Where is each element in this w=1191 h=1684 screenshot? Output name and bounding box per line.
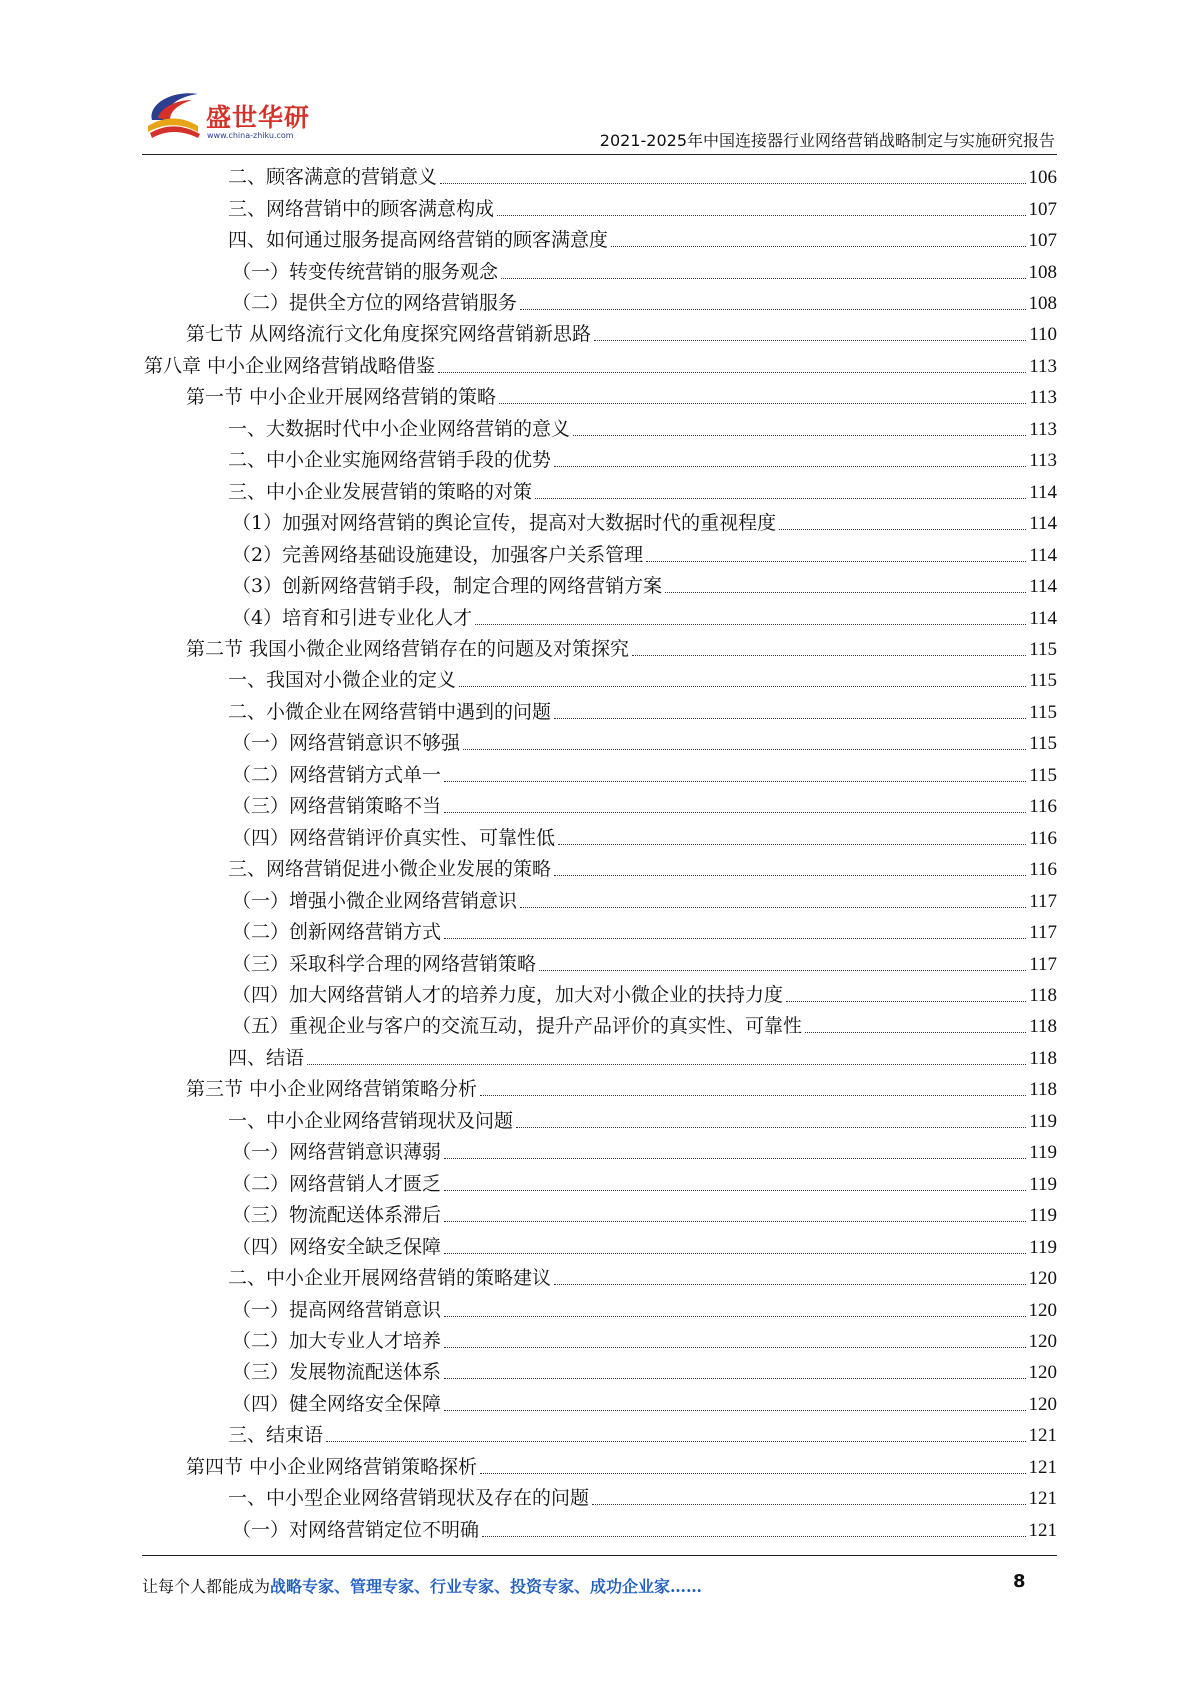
toc-entry-page: 115 (1029, 701, 1057, 723)
toc-entry[interactable] (0, 1294, 1191, 1325)
toc-entry-page: 121 (1028, 1488, 1057, 1510)
page-header (0, 0, 1191, 160)
toc-dot-leader (444, 812, 1026, 813)
toc-dot-leader (444, 1410, 1025, 1411)
toc-dot-leader (665, 592, 1026, 593)
toc-entry[interactable] (0, 1200, 1191, 1231)
toc-entry-title: （4）培育和引进专业化人才 (232, 606, 473, 629)
toc-entry[interactable] (0, 162, 1191, 193)
toc-dot-leader (497, 215, 1025, 216)
toc-dot-leader (592, 1504, 1025, 1505)
toc-dot-leader (444, 1378, 1025, 1379)
toc-entry[interactable] (0, 1420, 1191, 1451)
toc-entry[interactable] (0, 665, 1191, 696)
toc-dot-leader (444, 1158, 1026, 1159)
toc-entry[interactable] (0, 1326, 1191, 1357)
toc-entry-page: 119 (1029, 1205, 1057, 1227)
toc-entry-title: （二）加大专业人才培养 (232, 1329, 442, 1352)
toc-entry[interactable] (0, 1263, 1191, 1294)
toc-entry-page: 117 (1029, 922, 1057, 944)
toc-entry-title: 第二节 我国小微企业网络营销存在的问题及对策探究 (186, 638, 630, 661)
toc-entry-title: （一）网络营销意识不够强 (232, 732, 461, 755)
toc-dot-leader (573, 435, 1026, 436)
toc-entry-title: （二）创新网络营销方式 (232, 921, 442, 944)
toc-entry-page: 116 (1029, 796, 1057, 818)
toc-entry[interactable] (0, 760, 1191, 791)
toc-dot-leader (516, 1127, 1026, 1128)
toc-dot-leader (482, 1536, 1025, 1537)
toc-entry-page: 114 (1029, 481, 1057, 503)
toc-entry-page: 113 (1029, 387, 1057, 409)
toc-entry-title: 二、中小企业开展网络营销的策略建议 (228, 1267, 552, 1290)
toc-entry-title: （五）重视企业与客户的交流互动，提升产品评价的真实性、可靠性 (232, 1015, 803, 1038)
toc-entry[interactable] (0, 256, 1191, 287)
toc-entry-title: （一）提高网络营销意识 (232, 1298, 442, 1321)
toc-entry[interactable] (0, 1231, 1191, 1262)
toc-entry-title: （三）采取科学合理的网络营销策略 (232, 952, 537, 975)
toc-entry[interactable] (0, 1137, 1191, 1168)
toc-entry-title: 第一节 中小企业开展网络营销的策略 (186, 386, 497, 409)
toc-entry-title: （四）加大网络营销人才的培养力度，加大对小微企业的扶持力度 (232, 984, 784, 1006)
toc-entry-page: 106 (1028, 167, 1057, 189)
toc-dot-leader (554, 1284, 1025, 1285)
toc-entry[interactable] (0, 319, 1191, 350)
toc-entry-page: 113 (1029, 355, 1057, 377)
toc-dot-leader (438, 372, 1026, 373)
toc-entry-title: 四、如何通过服务提高网络营销的顾客满意度 (228, 229, 609, 252)
toc-entry-page: 118 (1029, 1079, 1057, 1101)
toc-dot-leader (594, 340, 1026, 341)
toc-entry[interactable] (0, 1074, 1191, 1105)
toc-dot-leader (501, 278, 1025, 279)
toc-entry-page: 108 (1028, 293, 1057, 315)
toc-entry-page: 113 (1029, 450, 1057, 472)
toc-dot-leader (463, 749, 1026, 750)
toc-entry[interactable] (0, 917, 1191, 948)
toc-entry[interactable] (0, 854, 1191, 885)
toc-entry-page: 116 (1029, 827, 1057, 849)
toc-dot-leader (554, 875, 1026, 876)
logo-text: 盛世华研 (206, 103, 311, 132)
toc-entry-page: 118 (1029, 985, 1057, 1006)
toc-dot-leader (499, 403, 1026, 404)
toc-entry-title: 一、中小企业网络营销现状及问题 (228, 1109, 514, 1132)
toc-entry[interactable] (0, 634, 1191, 665)
toc-entry-page: 120 (1028, 1268, 1057, 1290)
toc-dot-leader (475, 624, 1026, 625)
toc-entry-page: 120 (1028, 1330, 1057, 1352)
table-of-contents (0, 162, 1191, 1546)
toc-dot-leader (520, 907, 1026, 908)
toc-entry-page: 113 (1029, 418, 1057, 440)
toc-entry-page: 118 (1029, 1016, 1057, 1038)
toc-entry-page: 119 (1029, 1173, 1057, 1195)
header-divider (142, 154, 1057, 155)
toc-dot-leader (805, 1032, 1026, 1033)
toc-entry-page: 118 (1029, 1047, 1057, 1069)
toc-dot-leader (539, 970, 1026, 971)
toc-dot-leader (786, 1001, 1026, 1002)
toc-dot-leader (611, 246, 1025, 247)
toc-entry[interactable] (0, 791, 1191, 822)
toc-entry[interactable] (0, 823, 1191, 854)
toc-entry-page: 115 (1029, 639, 1057, 661)
toc-dot-leader (779, 529, 1026, 530)
toc-entry-title: （三）发展物流配送体系 (232, 1361, 442, 1384)
toc-dot-leader (632, 655, 1026, 656)
toc-entry-title: 二、小微企业在网络营销中遇到的问题 (228, 700, 552, 723)
toc-entry-title: （二）提供全方位的网络营销服务 (232, 292, 518, 315)
toc-entry[interactable] (0, 193, 1191, 224)
toc-dot-leader (459, 686, 1026, 687)
toc-entry-page: 115 (1029, 733, 1057, 755)
logo-url: www.china-zhiku.com (207, 131, 294, 140)
toc-entry-page: 117 (1029, 953, 1057, 975)
toc-entry[interactable] (0, 1106, 1191, 1137)
toc-dot-leader (520, 309, 1025, 310)
toc-dot-leader (444, 1221, 1026, 1222)
toc-entry-title: （一）网络营销意识薄弱 (232, 1141, 442, 1164)
toc-entry-title: 三、中小企业发展营销的策略的对策 (228, 480, 533, 503)
toc-entry-page: 114 (1029, 544, 1057, 566)
toc-dot-leader (444, 938, 1026, 939)
toc-entry-page: 121 (1028, 1519, 1057, 1541)
toc-entry-page: 119 (1029, 1236, 1057, 1258)
toc-dot-leader (554, 718, 1026, 719)
page-number: 8 (1013, 1571, 1026, 1592)
toc-entry-page: 115 (1029, 670, 1057, 692)
toc-entry-page: 107 (1028, 198, 1057, 220)
toc-entry-page: 107 (1028, 230, 1057, 252)
toc-entry[interactable] (0, 885, 1191, 916)
toc-entry[interactable] (0, 225, 1191, 256)
toc-entry[interactable] (0, 1357, 1191, 1388)
toc-entry-page: 119 (1029, 1142, 1057, 1164)
toc-entry-page: 110 (1029, 324, 1057, 346)
toc-entry-title: 二、中小企业实施网络营销手段的优势 (228, 449, 552, 472)
toc-entry-page: 114 (1029, 607, 1057, 629)
toc-entry[interactable] (0, 1514, 1191, 1545)
toc-entry[interactable] (0, 1452, 1191, 1483)
toc-entry[interactable] (0, 1011, 1191, 1042)
toc-dot-leader (326, 1441, 1025, 1442)
toc-entry-page: 121 (1028, 1456, 1057, 1478)
toc-entry-title: 三、结束语 (228, 1424, 324, 1447)
toc-dot-leader (646, 561, 1026, 562)
toc-entry-page: 117 (1029, 890, 1057, 912)
toc-dot-leader (558, 844, 1026, 845)
slogan-prefix: 让每个人都能成为 (142, 1577, 271, 1596)
toc-entry[interactable] (0, 571, 1191, 602)
slogan-highlight: 战略专家、管理专家、行业专家、投资专家、成功企业家…… (270, 1577, 703, 1596)
toc-entry-title: （2）完善网络基础设施建设，加强客户关系管理 (232, 543, 644, 566)
toc-dot-leader (444, 1316, 1025, 1317)
toc-entry-title: 一、中小型企业网络营销现状及存在的问题 (228, 1487, 590, 1510)
toc-dot-leader (440, 183, 1025, 184)
toc-entry[interactable] (0, 477, 1191, 508)
toc-entry-title: 第三节 中小企业网络营销策略分析 (186, 1078, 478, 1101)
toc-entry-title: 第八章 中小企业网络营销战略借鉴 (144, 354, 436, 377)
toc-entry-page: 120 (1028, 1362, 1057, 1384)
toc-entry[interactable] (0, 1483, 1191, 1514)
toc-dot-leader (444, 1253, 1026, 1254)
toc-entry-title: 一、大数据时代中小企业网络营销的意义 (228, 417, 571, 440)
toc-entry-page: 119 (1029, 1110, 1057, 1132)
toc-entry-page: 120 (1028, 1393, 1057, 1415)
toc-entry-title: （三）网络营销策略不当 (232, 795, 442, 818)
toc-entry-page: 115 (1029, 764, 1057, 786)
toc-entry-title: （1）加强对网络营销的舆论宣传，提高对大数据时代的重视程度 (232, 512, 777, 535)
toc-entry[interactable] (0, 1043, 1191, 1074)
toc-entry-title: （一）转变传统营销的服务观念 (232, 260, 499, 283)
toc-entry-title: （四）网络安全缺乏保障 (232, 1235, 442, 1258)
toc-entry-title: 一、我国对小微企业的定义 (228, 669, 457, 692)
toc-entry[interactable] (0, 414, 1191, 445)
toc-entry[interactable] (0, 697, 1191, 728)
toc-entry-page: 116 (1029, 859, 1057, 881)
toc-entry-title: 第四节 中小企业网络营销策略探析 (186, 1455, 478, 1478)
toc-entry[interactable] (0, 1389, 1191, 1420)
toc-dot-leader (444, 1190, 1026, 1191)
toc-entry-title: （3）创新网络营销手段，制定合理的网络营销方案 (232, 575, 663, 598)
toc-entry[interactable] (0, 539, 1191, 570)
toc-entry[interactable] (0, 948, 1191, 979)
toc-entry[interactable] (0, 602, 1191, 633)
toc-entry[interactable] (0, 382, 1191, 413)
toc-dot-leader (554, 466, 1026, 467)
toc-dot-leader (307, 1064, 1026, 1065)
footer-divider (142, 1555, 1057, 1556)
toc-dot-leader (444, 1347, 1025, 1348)
toc-entry-title: 三、网络营销促进小微企业发展的策略 (228, 858, 552, 881)
toc-entry[interactable] (0, 1169, 1191, 1200)
toc-entry-title: （一）增强小微企业网络营销意识 (232, 889, 518, 912)
toc-dot-leader (444, 781, 1026, 782)
toc-entry-title: （一）对网络营销定位不明确 (232, 1518, 480, 1541)
toc-entry-page: 108 (1028, 261, 1057, 283)
toc-entry[interactable] (0, 351, 1191, 382)
toc-entry-title: （三）物流配送体系滞后 (232, 1204, 442, 1227)
toc-entry-title: 三、网络营销中的顾客满意构成 (228, 197, 495, 220)
toc-entry-page: 121 (1028, 1425, 1057, 1447)
toc-entry[interactable] (0, 728, 1191, 759)
footer-slogan (142, 1574, 702, 1597)
toc-entry-title: （四）健全网络安全保障 (232, 1392, 442, 1415)
toc-entry-title: 二、顾客满意的营销意义 (228, 166, 438, 189)
toc-entry-title: （二）网络营销方式单一 (232, 763, 442, 786)
toc-dot-leader (535, 498, 1026, 499)
toc-entry[interactable] (0, 288, 1191, 319)
toc-entry-title: 第七节 从网络流行文化角度探究网络营销新思路 (186, 323, 592, 346)
toc-dot-leader (480, 1095, 1026, 1096)
toc-entry-title: （二）网络营销人才匮乏 (232, 1172, 442, 1195)
toc-entry[interactable] (0, 445, 1191, 476)
toc-dot-leader (480, 1473, 1025, 1474)
report-title: 2021-2025年中国连接器行业网络营销战略制定与实施研究报告 (599, 131, 1055, 150)
toc-entry-page: 114 (1029, 513, 1057, 535)
toc-entry[interactable] (0, 980, 1191, 1011)
toc-entry-title: 四、结语 (228, 1046, 305, 1069)
toc-entry-page: 114 (1029, 576, 1057, 598)
toc-entry-page: 120 (1028, 1299, 1057, 1321)
toc-entry-title: （四）网络营销评价真实性、可靠性低 (232, 826, 556, 849)
toc-entry[interactable] (0, 508, 1191, 539)
